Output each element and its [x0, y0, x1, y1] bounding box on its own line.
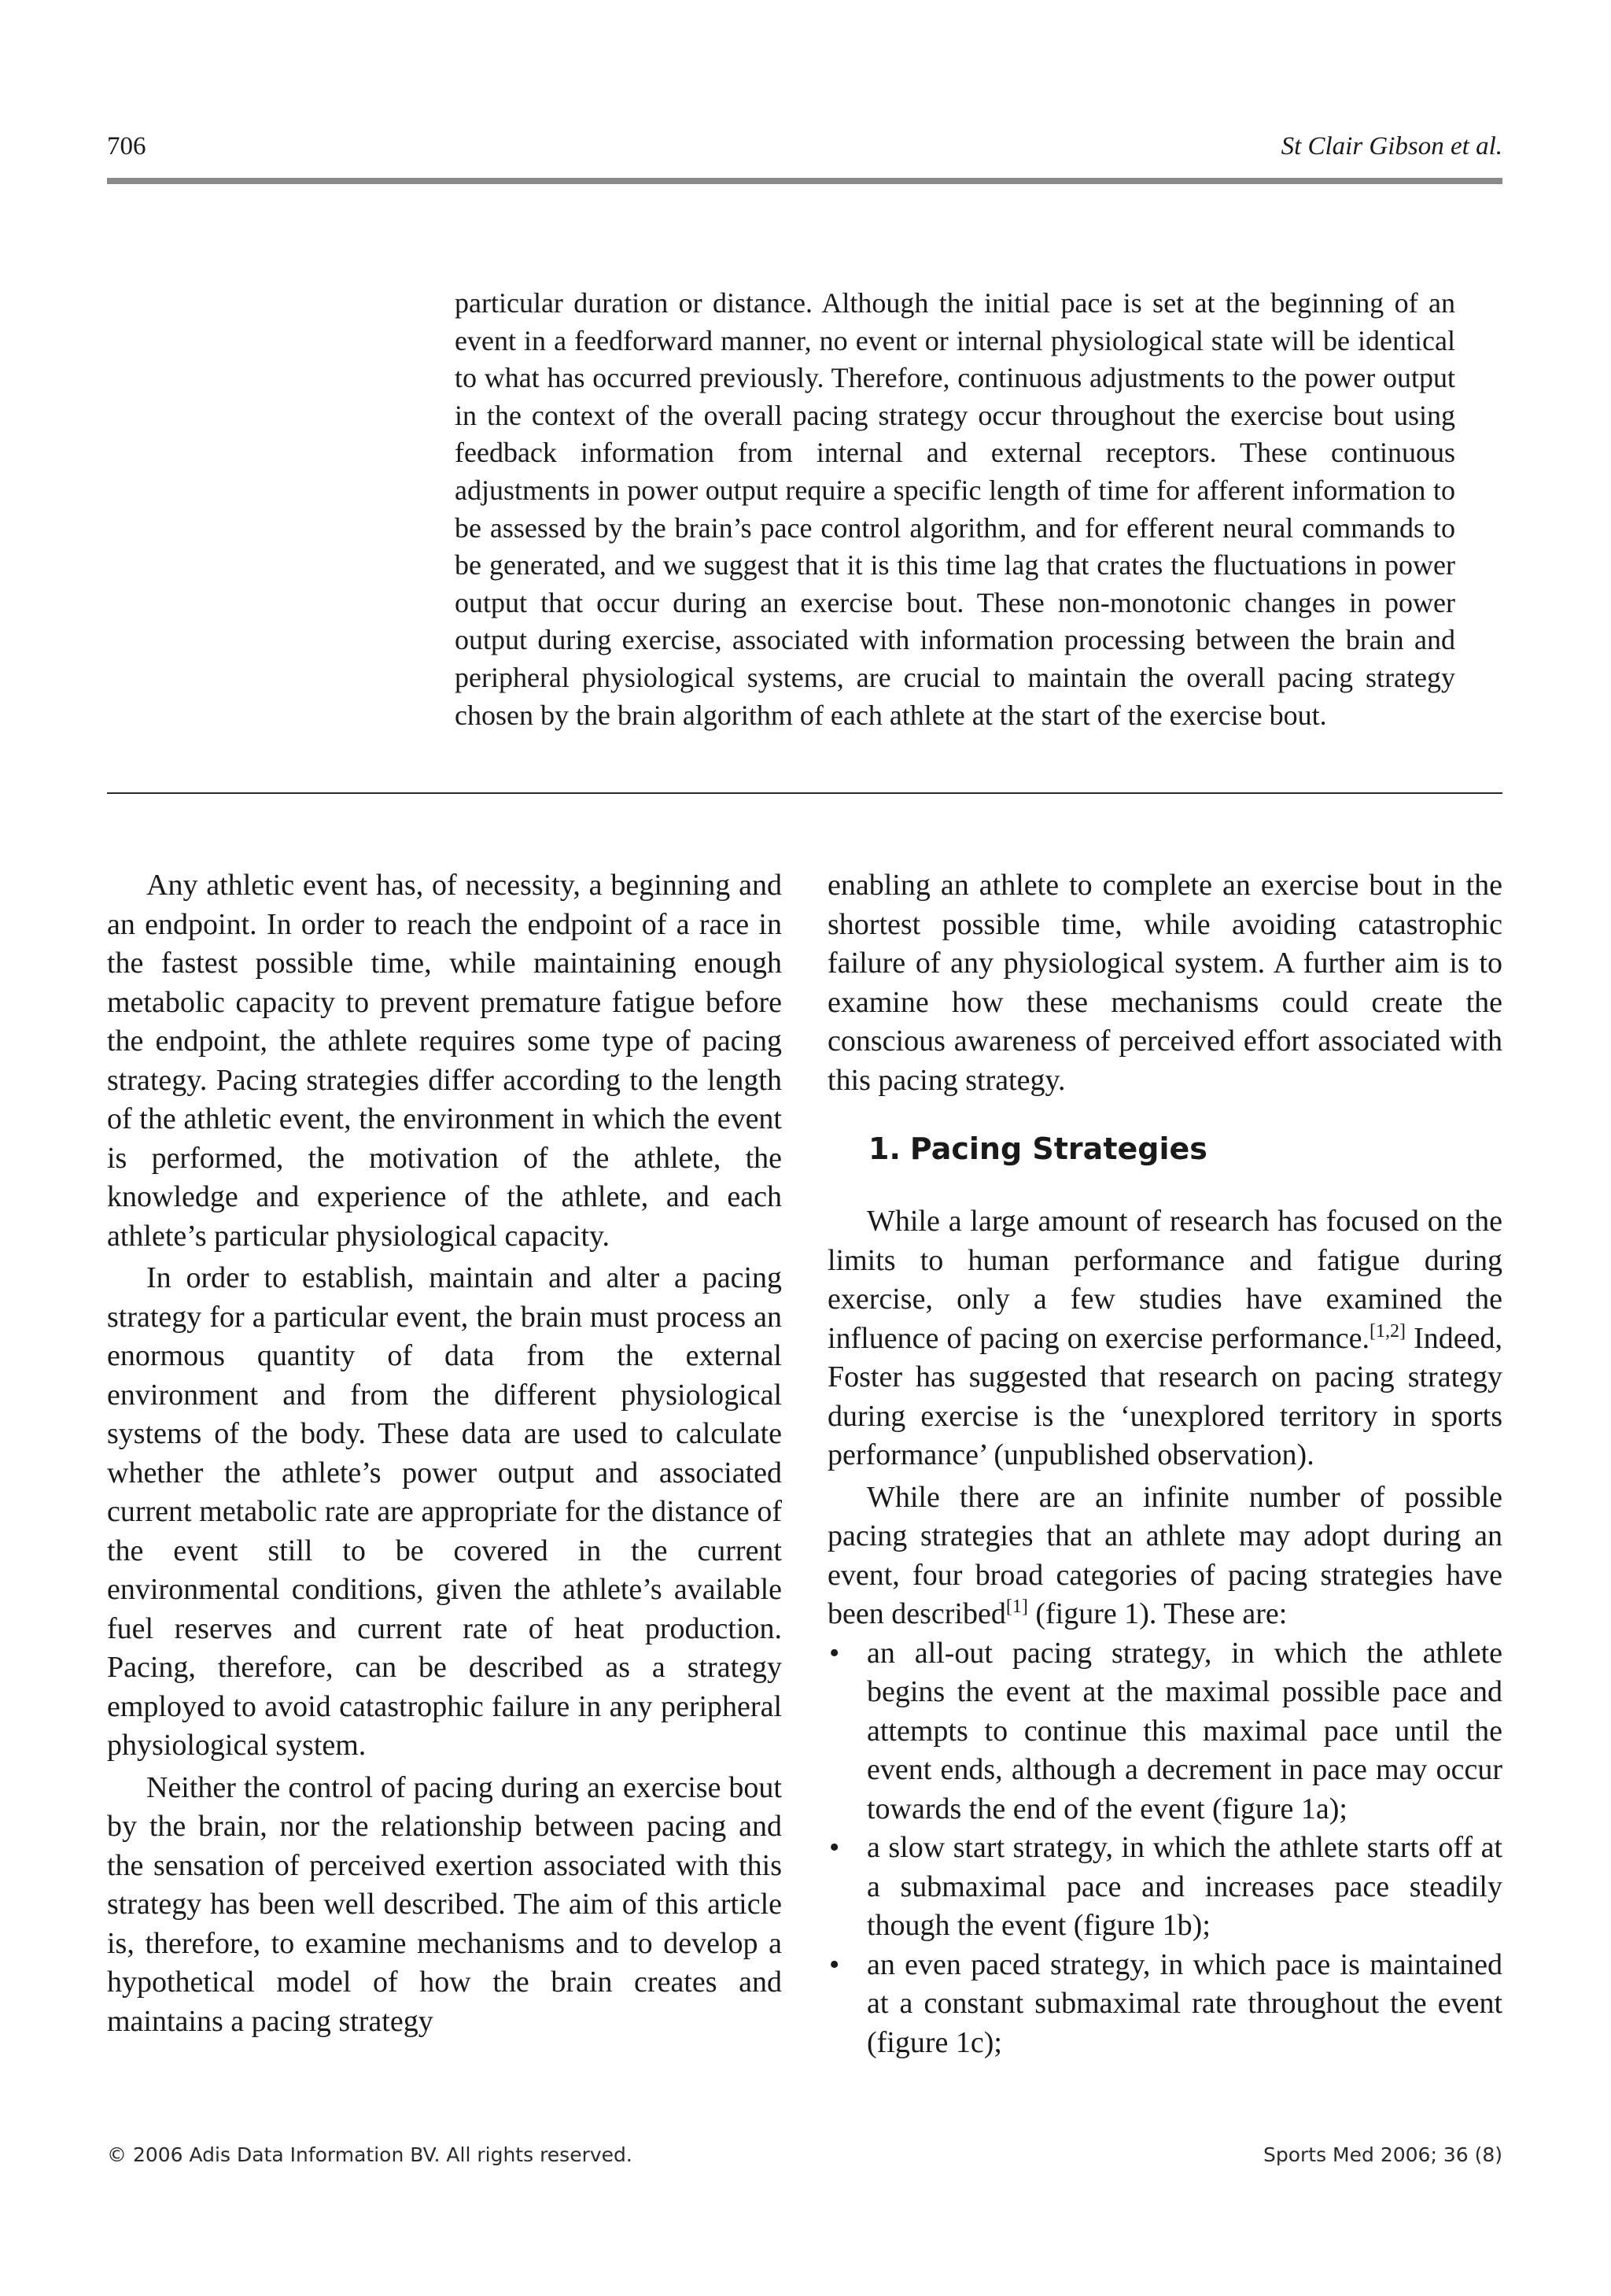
- pacing-strategy-list: [828, 1634, 1502, 2063]
- abstract-rule: [107, 792, 1502, 794]
- body-paragraph: [828, 1202, 1502, 1475]
- list-item: [828, 1946, 1502, 2063]
- list-item-text: a slow start strategy, in which the athlete starts off at a submaximal pace and increases pace steadily though the event (figure 1b);: [867, 1831, 1502, 1942]
- list-item-text: an even paced strategy, in which pace is maintained at a constant submaximal rate throughout the event (figure 1c);: [867, 1947, 1502, 2059]
- section-number: 1.: [868, 1131, 901, 1166]
- paragraph-text: (figure 1). These are:: [1035, 1597, 1288, 1630]
- right-column: [828, 866, 1502, 2062]
- running-head-authors: St Clair Gibson et al.: [1281, 132, 1502, 161]
- body-paragraph-continuation: enabling an athlete to complete an exercise bout in the shortest possible time, while avoiding catastrophic failure of any physiological system. A further aim is to examine how these mechanisms could create the conscious awareness of perceived effort associated with this pacing strategy.: [828, 869, 1502, 1097]
- page-number: 706: [107, 132, 146, 161]
- left-column: [107, 866, 782, 2041]
- copyright-notice: © 2006 Adis Data Information BV. All rights reserved.: [107, 2143, 632, 2166]
- header-rule: [107, 178, 1502, 184]
- section-heading: [868, 1130, 1502, 1168]
- bullet-icon: •: [829, 1947, 840, 1981]
- section-title: Pacing Strategies: [909, 1131, 1207, 1166]
- paragraph-text: Indeed, Foster has suggested that research on pacing strategy during exercise is the ‘unexplored territory in sports performance’ (unpublished observation).: [828, 1321, 1503, 1471]
- paragraph-text: While there are an infinite number of possible pacing strategies that an athlete may adopt during an event, four broad categories of pacing strategies have been described: [828, 1480, 1502, 1630]
- running-head: [107, 132, 1502, 167]
- abstract-text: particular duration or distance. Although the initial pace is set at the beginning of an event in a feedforward manner, no event or internal physiological state will be identical to what has occurred previously. Therefore, continuous adjustments to the power output in the context of the overall pacing strategy occur throughout the exercise bout using feedback information from internal and external receptors. These continuous adjustments in power output require a specific length of time for afferent information to be assessed by the brain’s pace control algorithm, and for efferent neural commands to be generated, and we suggest that it is this time lag that crates the fluctuations in power output that occur during an exercise bout. These non-monotonic changes in power output during exercise, associated with information processing between the brain and peripheral physiological systems, are crucial to maintain the overall pacing strategy chosen by the brain algorithm of each athlete at the start of the exercise bout.: [455, 287, 1455, 731]
- list-item-text: an all-out pacing strategy, in which the athlete begins the event at the maximal possible pace and attempts to continue this maximal pace until the event ends, although a decrement in pace may occur towards the end of the event (figure 1a);: [867, 1636, 1502, 1825]
- paragraph-text: While a large amount of research has focused on the limits to human performance and fatigue during exercise, only a few studies have examined the influence of pacing on exercise performance.: [828, 1205, 1502, 1355]
- body-paragraph: In order to establish, maintain and alter a pacing strategy for a particular event, the brain must process an enormous quantity of data from the external environment and from the different physiological systems of the body. These data are used to calculate whether the athlete’s power output and associated current metabolic rate are appropriate for the distance of the event still to be covered in the current environmental conditions, given the athlete’s available fuel reserves and current rate of heat production. Pacing, therefore, can be described as a strategy employed to avoid catastrophic failure in any peripheral physiological system.: [107, 1261, 782, 1762]
- body-paragraph: [828, 1478, 1502, 1634]
- bullet-icon: •: [829, 1831, 840, 1864]
- bullet-icon: •: [829, 1636, 840, 1670]
- list-item: [828, 1634, 1502, 1829]
- citation-reference[interactable]: [1]: [1005, 1596, 1028, 1617]
- journal-citation: Sports Med 2006; 36 (8): [1263, 2143, 1502, 2166]
- body-paragraph: Any athletic event has, of necessity, a beginning and an endpoint. In order to reach the endpoint of a race in the fastest possible time, while maintaining enough metabolic capacity to prevent premature fatigue before the endpoint, the athlete requires some type of pacing strategy. Pacing strategies differ according to the length of the athletic event, the environment in which the event is performed, the motivation of the athlete, the knowledge and experience of the athlete, and each athlete’s particular physiological capacity.: [107, 869, 782, 1253]
- body-paragraph: Neither the control of pacing during an exercise bout by the brain, nor the relationship between pacing and the sensation of perceived exertion associated with this strategy has been well described. The aim of this article is, therefore, to examine mechanisms and to develop a hypothetical model of how the brain creates and maintains a pacing strategy: [107, 1770, 782, 2038]
- citation-reference[interactable]: [1,2]: [1369, 1320, 1406, 1342]
- list-item: [828, 1829, 1502, 1946]
